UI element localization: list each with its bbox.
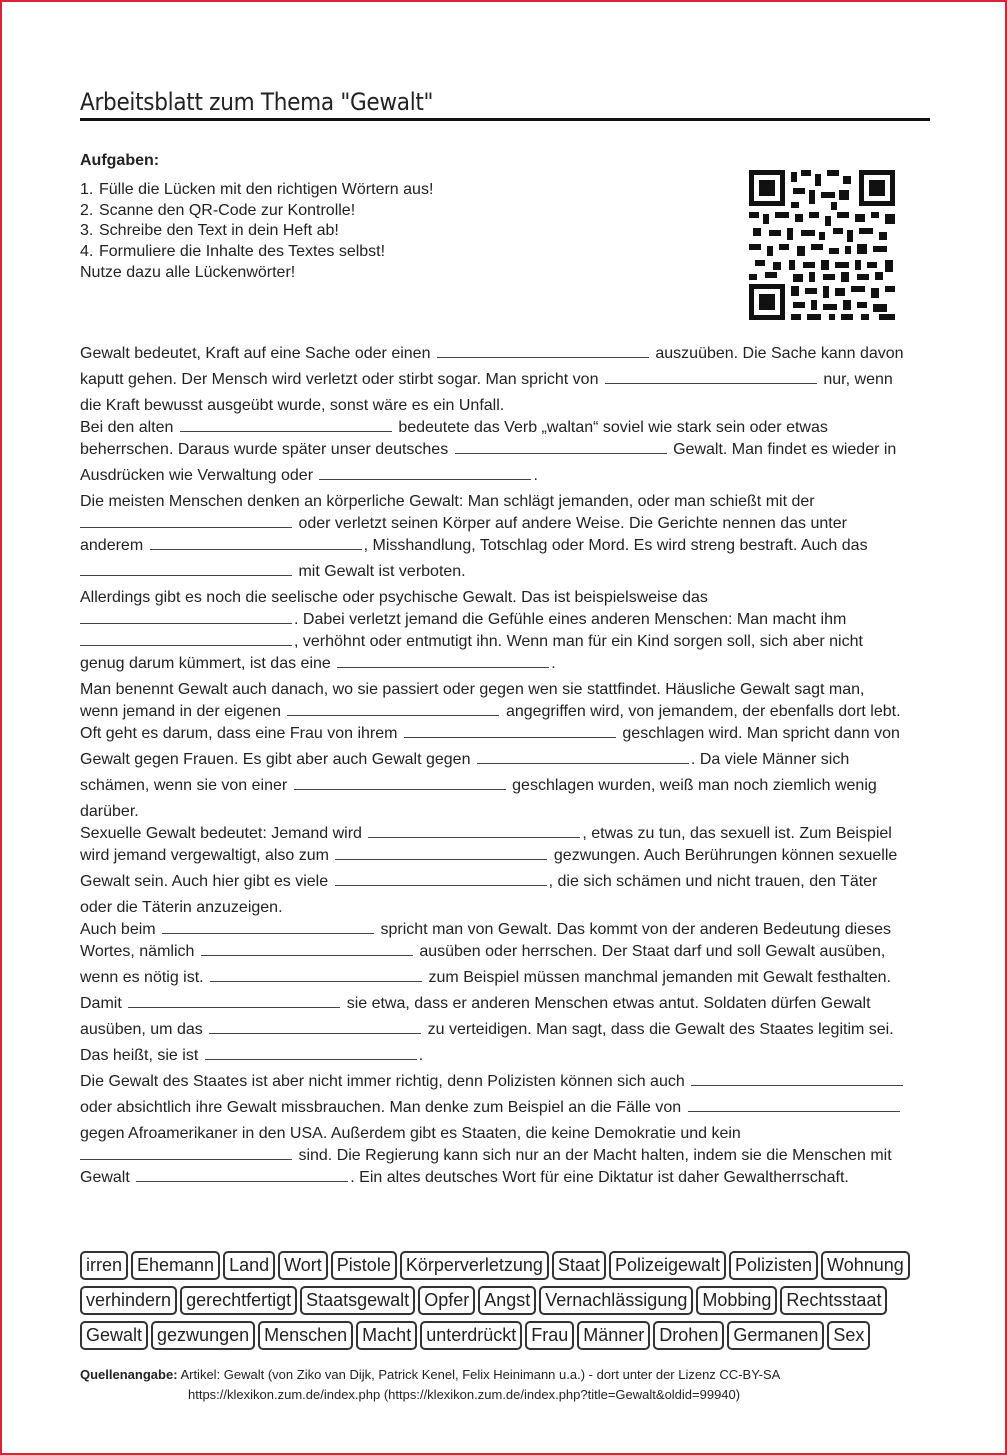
text-segment: bedeutete das Verb „waltan“ soviel wie stark sein oder etwas bbox=[398, 419, 828, 436]
blank-field[interactable] bbox=[209, 1021, 421, 1034]
text-segment: Allerdings gibt es noch die seelische oder psychische Gewalt. Das ist beispielsweise das bbox=[80, 589, 708, 606]
task-item bbox=[80, 180, 433, 201]
task-text: Fülle die Lücken mit den richtigen Wörtern aus! bbox=[99, 181, 434, 198]
text-line bbox=[80, 1072, 925, 1098]
text-segment: sind. Die Regierung kann sich nur an der Macht halten, indem sie die Menschen mit bbox=[298, 1147, 892, 1164]
text-segment: ausüben, um das bbox=[80, 1021, 203, 1038]
text-segment: oder die Täterin anzuzeigen. bbox=[80, 899, 283, 916]
word-chip[interactable]: Frau bbox=[525, 1321, 574, 1350]
blank-field[interactable] bbox=[688, 1099, 900, 1112]
text-line bbox=[80, 514, 925, 536]
blank-field[interactable] bbox=[80, 633, 292, 646]
text-segment: Oft geht es darum, dass eine Frau von ihrem bbox=[80, 725, 398, 742]
word-chip[interactable]: Vernachlässigung bbox=[539, 1286, 693, 1315]
word-chip[interactable]: Polizeigewalt bbox=[609, 1251, 726, 1280]
text-segment: . bbox=[551, 655, 556, 672]
word-chip[interactable]: Polizisten bbox=[729, 1251, 818, 1280]
text-segment: Gewalt. Man findet es wieder in bbox=[673, 441, 897, 458]
blank-field[interactable] bbox=[80, 515, 292, 528]
blank-field[interactable] bbox=[605, 371, 817, 384]
word-bank-row bbox=[80, 1251, 940, 1280]
word-chip[interactable]: Land bbox=[223, 1251, 275, 1280]
task-text: Scanne den QR-Code zur Kontrolle! bbox=[99, 201, 356, 219]
task-number: 3. bbox=[80, 222, 94, 240]
text-segment: , Misshandlung, Totschlag oder Mord. Es wird streng bestraft. Auch das bbox=[363, 537, 868, 554]
word-chip[interactable]: unterdrückt bbox=[420, 1321, 522, 1350]
text-line bbox=[80, 492, 925, 514]
text-line bbox=[80, 396, 925, 418]
blank-field[interactable] bbox=[201, 943, 413, 956]
blank-field[interactable] bbox=[404, 725, 616, 738]
word-chip[interactable]: verhindern bbox=[80, 1286, 177, 1315]
text-segment: , die sich schämen und nicht trauen, den Täter bbox=[548, 873, 878, 890]
word-chip[interactable]: Opfer bbox=[418, 1286, 475, 1315]
text-line bbox=[80, 802, 925, 824]
text-segment: zum Beispiel müssen manchmal jemanden mit Gewalt festhalten. bbox=[428, 969, 891, 986]
word-chip[interactable]: Germanen bbox=[727, 1321, 824, 1350]
text-segment: geschlagen wird. Man spricht dann von bbox=[622, 725, 900, 742]
source-text: Artikel: Gewalt (von Ziko van Dijk, Patrick Kenel, Felix Heinimann u.a.) - dort unter der Lizenz CC-BY-SA bbox=[180, 1367, 781, 1382]
source-url[interactable]: https://klexikon.zum.de/index.php (https://klexikon.zum.de/index.php?title=Gewalt&oldid=99940) bbox=[188, 1387, 741, 1402]
text-line bbox=[80, 1146, 925, 1168]
text-line bbox=[80, 1020, 925, 1046]
text-segment: zu verteidigen. Man sagt, dass die Gewalt des Staates legitim sei. bbox=[427, 1021, 894, 1038]
text-line bbox=[80, 440, 925, 466]
blank-field[interactable] bbox=[162, 921, 374, 934]
text-segment: Wortes, nämlich bbox=[80, 943, 195, 960]
text-segment: . Dabei verletzt jemand die Gefühle eines anderen Menschen: Man macht ihm bbox=[294, 611, 847, 628]
word-chip[interactable]: Macht bbox=[356, 1321, 417, 1350]
text-segment: beherrschen. Daraus wurde später unser deutsches bbox=[80, 441, 449, 458]
text-segment: Die Gewalt des Staates ist aber nicht immer richtig, denn Polizisten können sich auch bbox=[80, 1073, 685, 1090]
cloze-text bbox=[80, 344, 925, 1190]
text-line bbox=[80, 588, 925, 610]
word-chip[interactable]: Körperverletzung bbox=[400, 1251, 549, 1280]
task-number: 1. bbox=[80, 181, 94, 198]
blank-field[interactable] bbox=[477, 751, 689, 764]
blank-field[interactable] bbox=[136, 1169, 348, 1182]
text-segment: Gewalt bedeutet, Kraft auf eine Sache oder einen bbox=[80, 345, 431, 362]
text-segment: ausüben oder herrschen. Der Staat darf und soll Gewalt ausüben, bbox=[419, 943, 886, 960]
text-segment: Das heißt, sie ist bbox=[80, 1047, 199, 1064]
text-segment: die Kraft bewusst ausgeübt wurde, sonst wäre es ein Unfall. bbox=[80, 397, 505, 414]
blank-field[interactable] bbox=[335, 873, 547, 886]
word-chip[interactable]: Rechtsstaat bbox=[780, 1286, 887, 1315]
text-segment: Gewalt bbox=[80, 1169, 130, 1186]
text-line bbox=[80, 942, 925, 968]
text-segment: Die meisten Menschen denken an körperliche Gewalt: Man schlägt jemanden, oder man schießt mit der bbox=[80, 493, 815, 510]
text-line bbox=[80, 750, 925, 776]
blank-field[interactable] bbox=[80, 1147, 292, 1160]
text-segment: . bbox=[418, 1047, 424, 1064]
text-segment: wenn es nötig ist. bbox=[80, 969, 204, 986]
text-line bbox=[80, 968, 925, 994]
task-text: Formuliere die Inhalte des Textes selbst! bbox=[99, 243, 386, 261]
blank-field[interactable] bbox=[287, 703, 499, 716]
text-line bbox=[80, 632, 925, 654]
text-segment: Sexuelle Gewalt bedeutet: Jemand wird bbox=[80, 825, 362, 842]
text-line bbox=[80, 702, 925, 724]
text-segment: Gewalt gegen Frauen. Es gibt aber auch Gewalt gegen bbox=[80, 751, 471, 768]
text-line bbox=[80, 920, 925, 942]
text-segment: genug darum kümmert, ist das eine bbox=[80, 655, 331, 672]
word-chip[interactable]: Sex bbox=[827, 1321, 870, 1350]
blank-field[interactable] bbox=[319, 467, 531, 480]
text-line bbox=[80, 418, 925, 440]
text-segment: wenn jemand in der eigenen bbox=[80, 703, 282, 720]
text-line bbox=[80, 610, 925, 632]
text-line bbox=[80, 872, 925, 898]
text-segment: anderem bbox=[80, 537, 144, 554]
text-line bbox=[80, 654, 925, 680]
word-chip[interactable]: Staatsgewalt bbox=[300, 1286, 415, 1315]
worksheet-title: Arbeitsblatt zum Thema "Gewalt" bbox=[80, 88, 930, 121]
word-bank-row bbox=[80, 1321, 940, 1350]
task-text: Schreibe den Text in dein Heft ab! bbox=[99, 222, 339, 240]
text-segment: gegen Afroamerikaner in den USA. Außerdem gibt es Staaten, die keine Demokratie und kein bbox=[80, 1125, 741, 1142]
word-bank-row bbox=[80, 1286, 940, 1315]
blank-field[interactable] bbox=[180, 419, 392, 432]
word-chip[interactable]: Angst bbox=[478, 1286, 536, 1315]
blank-field[interactable] bbox=[80, 611, 292, 624]
text-segment: wird jemand vergewaltigt, also zum bbox=[80, 847, 329, 864]
word-chip[interactable]: Pistole bbox=[331, 1251, 397, 1280]
blank-field[interactable] bbox=[335, 847, 547, 860]
text-segment: Ausdrücken wie Verwaltung oder bbox=[80, 467, 314, 484]
word-chip[interactable]: Staat bbox=[552, 1251, 606, 1280]
word-chip[interactable]: Wort bbox=[278, 1251, 328, 1280]
blank-field[interactable] bbox=[150, 537, 362, 550]
task-number: 4. bbox=[80, 243, 94, 261]
text-line bbox=[80, 562, 925, 588]
text-line bbox=[80, 776, 925, 802]
task-list bbox=[80, 180, 433, 284]
word-chip[interactable]: Gewalt bbox=[80, 1321, 148, 1350]
text-line bbox=[80, 1168, 925, 1190]
text-segment: Bei den alten bbox=[80, 419, 174, 436]
text-line bbox=[80, 824, 925, 846]
text-segment: angegriffen wird, von jemandem, der ebenfalls dort lebt. bbox=[505, 703, 901, 720]
text-segment: Man benennt Gewalt auch danach, wo sie passiert oder gegen wen sie stattfindet. Häusliche Gewalt sagt man, bbox=[80, 681, 865, 698]
text-line bbox=[80, 1046, 925, 1072]
text-line bbox=[80, 344, 925, 370]
text-line bbox=[80, 536, 925, 562]
word-chip[interactable]: Männer bbox=[577, 1321, 650, 1350]
blank-field[interactable] bbox=[205, 1047, 417, 1060]
task-item bbox=[80, 221, 433, 242]
blank-field[interactable] bbox=[455, 441, 667, 454]
text-line bbox=[80, 898, 925, 920]
blank-field[interactable] bbox=[337, 655, 549, 668]
blank-field[interactable] bbox=[128, 995, 340, 1008]
word-chip[interactable]: Drohen bbox=[653, 1321, 724, 1350]
blank-field[interactable] bbox=[368, 825, 580, 838]
text-segment: nur, wenn bbox=[823, 371, 893, 388]
text-segment: schämen, wenn sie von einer bbox=[80, 777, 288, 794]
word-chip[interactable]: gezwungen bbox=[151, 1321, 255, 1350]
text-segment: , etwas zu tun, das sexuell ist. Zum Beispiel bbox=[582, 825, 892, 842]
task-continuation: Nutze dazu alle Lückenwörter! bbox=[80, 263, 296, 281]
word-chip[interactable]: Wohnung bbox=[821, 1251, 910, 1280]
text-line bbox=[80, 466, 925, 492]
text-segment: gezwungen. Auch Berührungen können sexuelle bbox=[553, 847, 898, 864]
text-line bbox=[80, 846, 925, 872]
blank-field[interactable] bbox=[294, 777, 506, 790]
text-segment: Damit bbox=[80, 995, 122, 1012]
task-item bbox=[80, 242, 433, 263]
text-line bbox=[80, 994, 925, 1020]
text-line bbox=[80, 1124, 925, 1146]
text-segment: oder absichtlich ihre Gewalt missbrauchen. Man denke zum Beispiel an die Fälle von bbox=[80, 1099, 682, 1116]
word-chip[interactable]: irren bbox=[80, 1251, 128, 1280]
text-segment: , verhöhnt oder entmutigt ihn. Wenn man für ein Kind sorgen soll, sich aber nicht bbox=[294, 633, 863, 650]
word-chip[interactable]: gerechtfertigt bbox=[180, 1286, 297, 1315]
text-segment: . bbox=[533, 467, 538, 484]
blank-field[interactable] bbox=[437, 345, 649, 358]
text-segment: sie etwa, dass er anderen Menschen etwas antut. Soldaten dürfen Gewalt bbox=[346, 995, 871, 1012]
tasks-heading: Aufgaben: bbox=[80, 152, 160, 169]
text-line bbox=[80, 724, 925, 750]
text-segment: mit Gewalt ist verboten. bbox=[298, 563, 466, 580]
task-number: 2. bbox=[80, 201, 94, 219]
text-segment: . Da viele Männer sich bbox=[690, 751, 850, 768]
text-segment: auszuüben. Die Sache kann davon bbox=[655, 345, 904, 362]
text-line bbox=[80, 370, 925, 396]
qr-code-icon[interactable] bbox=[747, 168, 897, 322]
text-segment: spricht man von Gewalt. Das kommt von der anderen Bedeutung dieses bbox=[380, 921, 891, 938]
text-segment: geschlagen wurden, weiß man noch ziemlich wenig bbox=[512, 777, 877, 794]
text-segment: Gewalt sein. Auch hier gibt es viele bbox=[80, 873, 329, 890]
source-label: Quellenangabe: bbox=[80, 1367, 178, 1382]
text-segment: . Ein altes deutsches Wort für eine Diktatur ist daher Gewaltherrschaft. bbox=[350, 1169, 849, 1186]
text-segment: darüber. bbox=[80, 803, 139, 820]
text-segment: oder verletzt seinen Körper auf andere Weise. Die Gerichte nennen das unter bbox=[298, 515, 847, 532]
text-segment: Auch beim bbox=[80, 921, 156, 938]
text-segment: kaputt gehen. Der Mensch wird verletzt oder stirbt sogar. Man spricht von bbox=[80, 371, 599, 388]
word-bank bbox=[80, 1251, 940, 1356]
word-chip[interactable]: Mobbing bbox=[696, 1286, 777, 1315]
blank-field[interactable] bbox=[691, 1073, 903, 1086]
task-item bbox=[80, 201, 433, 222]
word-chip[interactable]: Menschen bbox=[258, 1321, 353, 1350]
word-chip[interactable]: Ehemann bbox=[131, 1251, 220, 1280]
source-citation bbox=[80, 1365, 780, 1405]
text-line bbox=[80, 1098, 925, 1124]
blank-field[interactable] bbox=[80, 563, 292, 576]
text-line bbox=[80, 680, 925, 702]
blank-field[interactable] bbox=[210, 969, 422, 982]
